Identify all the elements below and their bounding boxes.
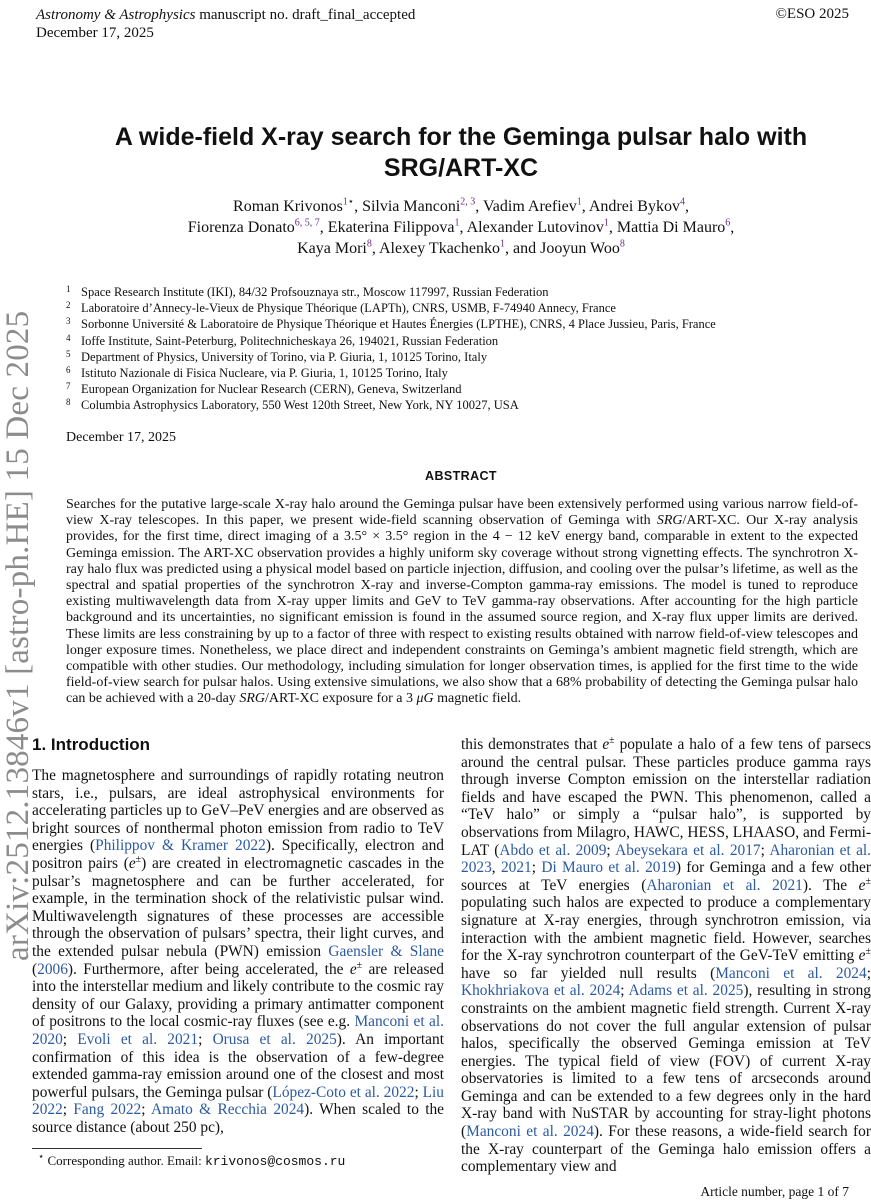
citation-link[interactable]: 2021 <box>500 859 532 877</box>
author-name: Ekaterina Filippova <box>327 219 455 236</box>
citation-link[interactable]: Aharonian et al. 2023 <box>461 841 871 877</box>
footnote-text: Corresponding author. Email: <box>47 1153 205 1168</box>
author-name: Mattia Di Mauro <box>616 219 726 236</box>
affiliation-item: 5 Department of Physics, University of Torino, via P. Giuria, 1, 10125 Torino, Italy <box>66 348 488 364</box>
citation-link[interactable]: Philippov & Kramer 2022 <box>95 837 266 855</box>
copyright: ©ESO 2025 <box>775 6 849 22</box>
section-number: 1. <box>32 735 47 754</box>
citation-link[interactable]: Manconi et al. 2020 <box>32 1013 444 1048</box>
section-heading-introduction <box>32 735 150 755</box>
page-footer: Article number, page 1 of 7 <box>700 1184 849 1199</box>
abstract-text: magnetic field. <box>433 691 522 707</box>
citation-link[interactable]: Liu 2022 <box>32 1083 444 1119</box>
affiliation-item: 4 Ioffe Institute, Saint-Peterburg, Politechnicheskaya 26, 194021, Russian Federation <box>66 332 499 348</box>
intro-paragraph-continued: this demonstrates that e± populate a halo of a few tens of parsecs around the central pulsar. These particles produce gamma rays through inverse Compton emission on the interstellar radiation fields and have escaped the PWN. This phenomenon, called a “TeV halo” or simply a “pulsar halo”, is supported by observations from Milagro, HAWC, HESS, LHAASO, and Fermi-LAT (Abdo et al. 2009; Abeysekara et al. 2017; Aharonian et al. 2023, 2021; Di Mauro et al. 2019) for Geminga and a few other sources at TeV energies (Aharonian et al. 2021). The e± populating such halos are expected to produce a complementary signature at X-ray energies, through synchrotron emission, via interaction with the ambient magnetic field. However, searches for the X-ray synchrotron counterpart of the GeV-TeV emitting e± have so far yielded null results (Manconi et al. 2024; Khokhriakova et al. 2024; Adams et al. 2025), resulting in strong constraints on the ambient magnetic field strength. Current X-ray observations do not cover the full angular extension of pulsar halos, specifically the observed Geminga emission at TeV energies. The typical field of view (FOV) of current X-ray observatories is limited to a few tens of arcseconds around Geminga and can be extended to a few degrees only in the hard X-ray band with NuSTAR by accounting for stray-light photons (Manconi et al. 2024). For these reasons, a wide-field search for the X-ray counterpart of the Geminga halo emission offers a complementary view and <box>461 734 871 1176</box>
affiliation-text: Department of Physics, University of Torino, via P. Giuria, 1, 10125 Torino, Italy <box>81 349 488 364</box>
citation-link[interactable]: Aharonian et al. 2021 <box>646 876 803 894</box>
author-affiliation-ref[interactable]: 1 <box>500 238 505 250</box>
affiliation-item: 8 Columbia Astrophysics Laboratory, 550 West 120th Street, New York, NY 10027, USA <box>66 397 519 413</box>
citation-link[interactable]: 2006 <box>37 960 68 978</box>
author-affiliation-ref[interactable]: 1 <box>576 196 582 208</box>
abstract-body <box>66 497 858 708</box>
citation-link[interactable]: Di Mauro et al. 2019 <box>541 859 676 877</box>
math-symbol: e± <box>128 853 142 872</box>
affiliation-text: Sorbonne Université & Laboratoire de Physique Théorique et Hautes Énergies (LPTHE), CNRS, 4 Place Jussieu, Paris, France <box>81 317 716 332</box>
abstract-italic: SRG <box>656 513 683 529</box>
affiliation-text: Ioffe Institute, Saint-Peterburg, Politechnicheskaya 26, 194021, Russian Federation <box>81 333 499 348</box>
received-date: December 17, 2025 <box>66 430 177 445</box>
citation-link[interactable]: Fang 2022 <box>73 1101 142 1119</box>
affiliation-text: Columbia Astrophysics Laboratory, 550 West 120th Street, New York, NY 10027, USA <box>81 398 519 413</box>
author-name: Andrei Bykov <box>588 198 680 215</box>
intro-paragraph: The magnetosphere and surroundings of rapidly rotating neutron stars, i.e., pulsars, are ideal astrophysical environments for accelerating particles up to GeV–PeV energies and are observed as bright sources of nonthermal photon emission from radio to TeV energies (Philippov & Kramer 2022). Specifically, electron and positron pairs (e±) are created in electromagnetic cascades in the pulsar’s magnetosphere and can be further accelerated, for example, in the termination shock of the relativistic pulsar wind. Multiwavelength signatures of these processes are accessible through the observation of pulsars’ spectra, their light curves, and the extended pulsar nebula (PWN) emission Gaensler & Slane (2006). Furthermore, after being accelerated, the e± are released into the interstellar medium and likely contribute to the cosmic ray density of our Galaxy, providing a primary antimatter component of positrons to the local cosmic-ray fluxes (see e.g. Manconi et al. 2020; Evoli et al. 2021; Orusa et al. 2025). An important confirmation of this idea is the observation of a few-degree extended gamma-ray emission around one of the closest and most powerful pulsars, the Geminga pulsar (López-Coto et al. 2022; Liu 2022; Fang 2022; Amato & Recchia 2024). When scaled to the source distance (about 250 pc), <box>32 767 445 1136</box>
author-name: Roman Krivonos <box>233 198 343 215</box>
abstract-text: Searches for the putative large-scale X-ray halo around the Geminga pulsar have been extensively performed using various narrow field-of-view X-ray telescopes. In this paper, we present wide-field scanning observation of Geminga with <box>66 497 858 529</box>
author-affiliation-ref[interactable]: 2, 3 <box>460 196 476 208</box>
intro-right-column <box>461 736 871 1176</box>
corresponding-mark: ⋆ <box>347 196 355 208</box>
author-affiliation-ref[interactable]: 1 <box>603 217 609 229</box>
math-symbol: e± <box>858 875 871 894</box>
author-affiliation-ref[interactable]: 1 <box>342 196 348 208</box>
citation-link[interactable]: Manconi et al. 2024 <box>466 1123 594 1141</box>
affiliation-item: 2 Laboratoire d’Annecy-le-Vieux de Physique Théorique (LAPTh), CNRS, USMB, F-74940 Annecy, France <box>66 300 616 316</box>
author-affiliation-ref[interactable]: 8 <box>619 238 625 250</box>
citation-link[interactable]: López-Coto et al. 2022 <box>272 1083 415 1101</box>
math-symbol: e± <box>602 734 615 753</box>
section-title: Introduction <box>50 735 151 754</box>
citation-link[interactable]: Evoli et al. 2021 <box>77 1030 199 1048</box>
abstract-text: /ART-XC exposure for a 3 <box>265 691 417 707</box>
author-name: Alexey Tkachenko <box>379 240 500 257</box>
abstract-text: /ART-XC. Our X-ray analysis provides, for the first time, direct imaging of a 3.5° × 3.5° region in the 4 − 12 keV energy band, comparable in extent to the expected Geminga emission. The ART-XC observation provides a highly uniform sky coverage without strong vignetting effects. The synchrotron X-ray halo flux was predicted using a physical model based on particle injection, diffusion, and cooling over the pulsar’s lifetime, as well as the spectral and spatial properties of the synchrotron X-ray and inverse-Compton gamma-ray emissions. The model is tuned to reproduce existing multiwavelength data from X-ray upper limits and GeV to TeV gamma-ray observations. After accounting for the high particle background and its uncertainties, no significant emission is found in the assumed source region, and X-ray flux upper limits are derived. These limits are less constraining by up to a factor of three with respect to existing results obtained with narrow field-of-view telescopes and longer exposure times. Nonetheless, we place direct and independent constraints on Geminga’s ambient magnetic field strength, which are compatible with other studies. Our methodology, including simulation for longer observation times, is applied for the first time to the wide field-of-view search for pulsar halos. Using extensive simulations, we also show that a 68% probability of detecting the Geminga pulsar halo can be achieved with a 20-day <box>66 513 858 707</box>
affiliation-text: Istituto Nazionale di Fisica Nucleare, via P. Giuria, 1, 10125 Torino, Italy <box>81 366 448 381</box>
running-header <box>36 6 415 42</box>
citation-link[interactable]: Amato & Recchia 2024 <box>150 1101 305 1119</box>
author-affiliation-ref[interactable]: 6, 5, 7 <box>294 217 320 229</box>
author-name: Fiorenza Donato <box>187 219 295 236</box>
affiliation-list <box>66 284 716 414</box>
footnote <box>38 1153 345 1169</box>
author-name: Jooyun Woo <box>540 240 620 257</box>
header-date: December 17, 2025 <box>36 25 154 41</box>
author-affiliation-ref[interactable]: 8 <box>366 238 372 250</box>
affiliation-text: European Organization for Nuclear Research (CERN), Geneva, Switzerland <box>81 382 462 397</box>
author-name: Vadim Arefiev <box>483 198 577 215</box>
citation-link[interactable]: Orusa et al. 2025 <box>212 1030 337 1048</box>
math-symbol: e± <box>349 959 363 978</box>
intro-left-column <box>32 767 444 1136</box>
author-name: Kaya Mori <box>297 240 367 257</box>
abstract-italic: SRG <box>239 691 266 707</box>
affiliation-text: Space Research Institute (IKI), 84/32 Profsouznaya str., Moscow 117997, Russian Federation <box>81 285 549 299</box>
citation-link[interactable]: Manconi et al. 2024 <box>715 964 867 982</box>
citation-link[interactable]: Khokhriakova et al. 2024 <box>461 982 621 1000</box>
affiliation-item: 7 European Organization for Nuclear Research (CERN), Geneva, Switzerland <box>66 381 462 397</box>
journal-name: Astronomy & Astrophysics <box>36 7 196 23</box>
affiliation-item: 1 Space Research Institute (IKI), 84/32 Profsouznaya str., Moscow 117997, Russian Federation <box>66 284 549 299</box>
math-symbol: e± <box>858 946 871 965</box>
abstract-heading: ABSTRACT <box>425 469 497 483</box>
arxiv-stamp: arXiv:2512.13846v1 [astro-ph.HE] 15 Dec 2025 <box>0 310 36 961</box>
affiliation-item: 3 Sorbonne Université & Laboratoire de Physique Théorique et Hautes Énergies (LPTHE), CNRS, 4 Place Jussieu, Paris, France <box>66 316 716 332</box>
citation-link[interactable]: Abeysekara et al. 2017 <box>615 841 761 859</box>
author-affiliation-ref[interactable]: 6 <box>725 217 731 229</box>
author-list: Roman Krivonos$^{1⋆}$, Silvia Manconi$^{2, 3}$, Vadim Arefiev$^1$, Andrei Bykov$^4$, Fiorenza Donato$^{6, 5, 7}$, Ekaterina Filippova$^1$, Alexander Lutovinov$^1$, Mattia Di Mauro$^6$, Kaya Mori$^8$, Alexey Tkachenko$^1$, and Jooyun Woo$^8$ <box>187 196 735 257</box>
affiliation-item: 6 Istituto Nazionale di Fisica Nucleare, via P. Giuria, 1, 10125 Torino, Italy <box>66 365 448 381</box>
affiliation-text: Laboratoire d’Annecy-le-Vieux de Physique Théorique (LAPTh), CNRS, USMB, F-74940 Annecy, France <box>81 301 616 316</box>
footnote-divider <box>32 1148 202 1149</box>
author-affiliation-ref[interactable]: 1 <box>454 217 460 229</box>
paper-title: A wide-field X-ray search for the Geminga pulsar halo with SRG/ART-XC <box>114 123 808 182</box>
abstract-italic: μG <box>416 691 434 707</box>
manuscript-id: manuscript no. draft_final_accepted <box>199 7 416 23</box>
citation-link[interactable]: Abdo et al. 2009 <box>499 841 607 859</box>
author-affiliation-ref[interactable]: 4 <box>679 196 685 208</box>
author-name: Alexander Lutovinov <box>466 219 604 236</box>
footnote-email[interactable]: krivonos@cosmos.ru <box>204 1154 346 1169</box>
citation-link[interactable]: Gaensler & Slane <box>328 942 444 960</box>
footnote-mark: ⋆ <box>38 1151 45 1163</box>
author-name: Silvia Manconi <box>362 198 461 215</box>
citation-link[interactable]: Adams et al. 2025 <box>628 982 744 1000</box>
